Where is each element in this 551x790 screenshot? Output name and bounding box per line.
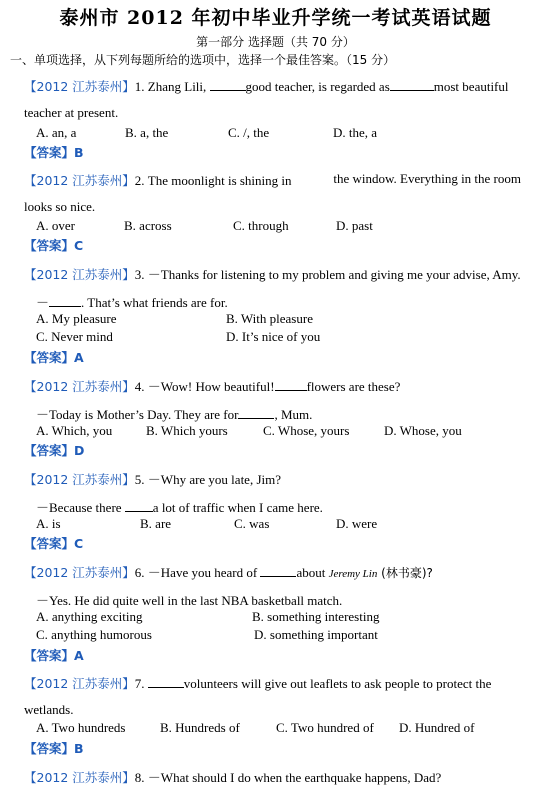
option-b: B. something interesting (252, 609, 380, 624)
option-b: B. a, the (125, 125, 169, 140)
answer-value: A (74, 648, 84, 663)
question-number: 3. (134, 267, 145, 282)
option-d: D. Hundred of (399, 720, 475, 735)
question-number: 5. (134, 472, 145, 487)
question-text: －Today is Mother’s Day. They are for (36, 407, 239, 422)
question-6-line-1 (24, 562, 433, 581)
question-2-line-1 (24, 171, 521, 189)
answer-value: B (74, 741, 84, 756)
blank (390, 78, 434, 91)
question-text: . That’s what friends are for. (81, 295, 228, 310)
option-b: B. across (124, 218, 172, 233)
answer-value: C (74, 536, 84, 551)
option-a: A. Two hundreds (36, 720, 126, 735)
answer-6 (24, 646, 84, 664)
source-tag: 【2012 江苏泰州】 (24, 173, 135, 188)
source-tag: 【2012 江苏泰州】 (24, 79, 135, 94)
source-tag: 【2012 江苏泰州】 (24, 379, 135, 394)
exam-title: 泰州市 2012 年初中毕业升学统一考试英语试题 (59, 7, 492, 29)
blank (238, 406, 274, 419)
question-3-line-2 (36, 292, 228, 311)
source-tag: 【2012 江苏泰州】 (24, 770, 135, 785)
question-text: Zhang Lili, (147, 79, 210, 94)
option-c: C. through (233, 218, 289, 233)
option-a: A. Which, you (36, 423, 113, 438)
option-a: A. over (36, 218, 75, 233)
question-4-line-2 (36, 404, 312, 423)
question-1-line-2: teacher at present. (24, 105, 119, 120)
question-2-line-2: looks so nice. (24, 199, 96, 214)
question-text: , Mum. (274, 407, 313, 422)
question-number: 8. (134, 770, 145, 785)
question-text: －Because there (36, 500, 125, 515)
answer-5 (24, 534, 83, 552)
option-c: C. Whose, yours (263, 423, 350, 438)
answer-value: B (74, 145, 84, 160)
blank (210, 78, 246, 91)
question-text: －What should I do when the earthquake happens, Dad? (147, 770, 442, 785)
option-a: A. an, a (36, 125, 77, 140)
question-text: about (296, 565, 329, 580)
answer-label: 【答案】 (24, 443, 75, 458)
answer-label: 【答案】 (24, 145, 75, 160)
option-d: D. something important (254, 627, 378, 642)
question-7-line-1 (24, 674, 521, 692)
option-b: B. are (140, 516, 172, 531)
source-tag: 【2012 江苏泰州】 (24, 472, 135, 487)
question-number: 2. (134, 173, 145, 188)
blank (49, 294, 81, 307)
question-text: good teacher, is regarded as (245, 79, 390, 94)
question-text: (林书豪)? (377, 566, 433, 580)
answer-value: D (74, 443, 85, 458)
answer-label: 【答案】 (24, 648, 75, 663)
option-d: D. Whose, you (384, 423, 462, 438)
option-a: A. is (36, 516, 61, 531)
option-c: C. Two hundred of (276, 720, 374, 735)
question-text: the window. Everything in the room (333, 171, 521, 186)
section-instruction: 一、单项选择，从下列每题所给的选项中，选择一个最佳答案。（15 分） (10, 53, 396, 67)
source-tag: 【2012 江苏泰州】 (24, 267, 135, 282)
blank (125, 499, 153, 512)
question-text: －Have you heard of (147, 565, 261, 580)
option-b: B. With pleasure (226, 311, 313, 326)
question-number: 7. (134, 676, 145, 691)
question-number: 4. (134, 379, 145, 394)
question-number: 1. (134, 79, 145, 94)
option-a: A. anything exciting (36, 609, 143, 624)
option-c: C. anything humorous (36, 627, 152, 642)
option-b: B. Which yours (146, 423, 228, 438)
question-text: －Wow! How beautiful! (147, 379, 275, 394)
question-text: －Why are you late, Jim? (147, 472, 282, 487)
question-5-line-2 (36, 497, 323, 516)
option-c: C. was (234, 516, 270, 531)
name-text: Jeremy Lin (328, 568, 378, 580)
question-text: volunteers will give out leaflets to ask people to protect the (183, 676, 492, 691)
question-7-line-2: wetlands. (24, 702, 74, 717)
blank (148, 675, 184, 688)
option-d: D. the, a (333, 125, 378, 140)
question-1-line-1 (24, 77, 521, 95)
answer-value: A (74, 350, 84, 365)
answer-label: 【答案】 (24, 741, 75, 756)
question-6-line-2: －Yes. He did quite well in the last NBA basketball match. (36, 593, 343, 608)
question-5-line-1 (24, 469, 281, 488)
question-text: －Thanks for listening to my problem and giving me your advise, Amy. (147, 267, 521, 282)
blank (275, 378, 307, 391)
answer-label: 【答案】 (24, 536, 75, 551)
blank (260, 564, 296, 577)
answer-1 (24, 143, 84, 161)
option-d: D. past (336, 218, 373, 233)
option-d: D. It’s nice of you (226, 329, 321, 344)
answer-4 (24, 441, 84, 459)
question-text: The moonlight is shining in (147, 173, 292, 188)
question-4-line-1 (24, 376, 400, 395)
option-c: C. /, the (228, 125, 270, 140)
question-text: － (36, 295, 50, 310)
question-text: most beautiful (433, 79, 509, 94)
answer-value: C (74, 238, 84, 253)
source-tag: 【2012 江苏泰州】 (24, 565, 135, 580)
option-d: D. were (336, 516, 378, 531)
option-b: B. Hundreds of (160, 720, 240, 735)
question-number: 6. (134, 565, 145, 580)
option-c: C. Never mind (36, 329, 113, 344)
option-a: A. My pleasure (36, 311, 117, 326)
question-3-line-1 (24, 264, 521, 283)
answer-3 (24, 348, 84, 366)
question-8-line-1 (24, 767, 441, 786)
question-text: a lot of traffic when I came here. (152, 500, 323, 515)
source-tag: 【2012 江苏泰州】 (24, 676, 135, 691)
section-subtitle: 第一部分 选择题（共 70 分） (196, 35, 355, 49)
answer-2 (24, 236, 83, 254)
answer-label: 【答案】 (24, 238, 75, 253)
answer-label: 【答案】 (24, 350, 75, 365)
answer-7 (24, 739, 84, 757)
question-text: flowers are these? (306, 379, 401, 394)
